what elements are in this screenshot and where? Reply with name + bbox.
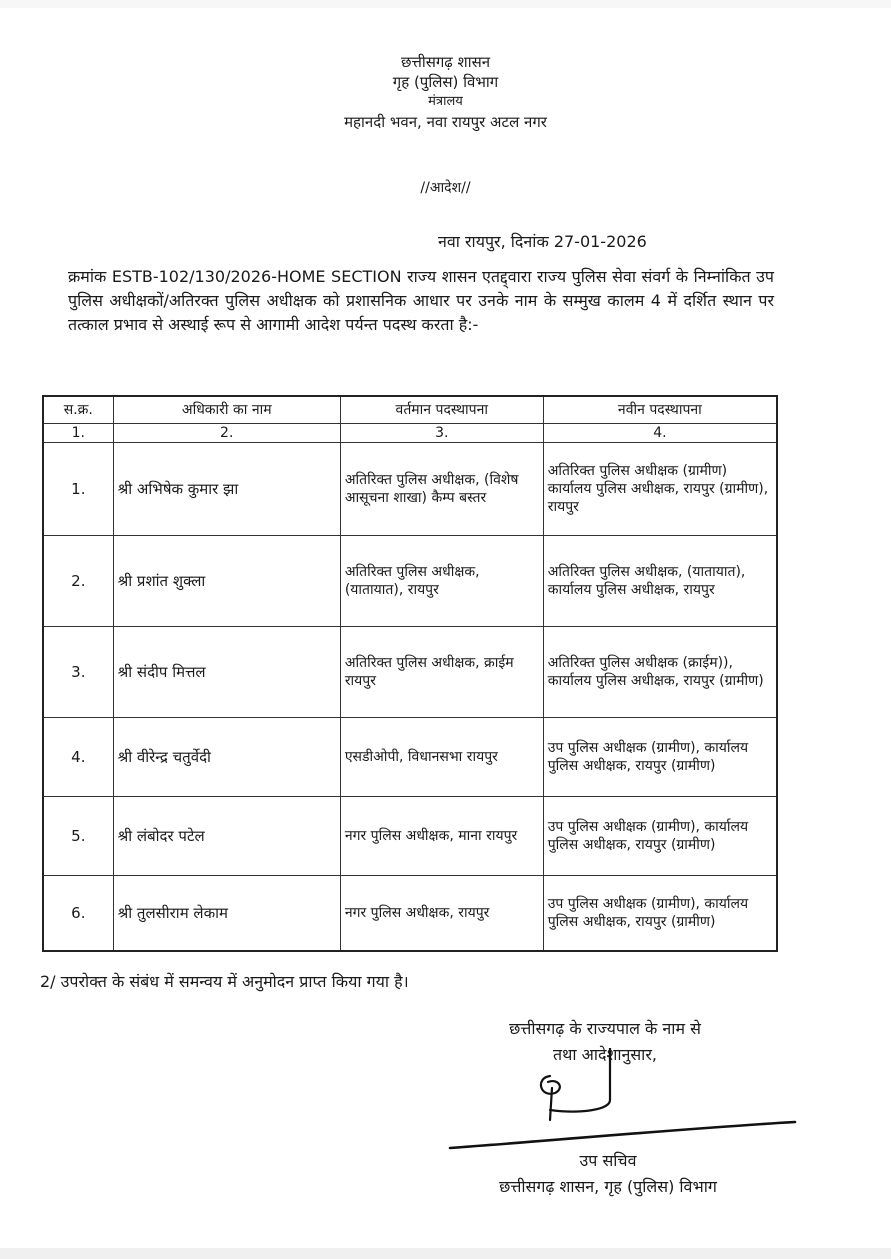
table-row bbox=[43, 797, 777, 876]
header-serial: स.क्र. bbox=[43, 396, 113, 424]
officer-name: श्री संदीप मित्तल bbox=[113, 627, 340, 718]
order-intro-paragraph: क्रमांक ESTB-102/130/2026-HOME SECTION राज्य शासन एतद्द्वारा राज्य पुलिस सेवा संवर्ग के निम्नांकित उप पुलिस अधीक्षकों/अतिरक्त पुलिस अधीक्षक को प्रशासनिक आधार पर उनके नाम के सम्मुख कालम 4 में दर्शित स्थान पर तत्काल प्रभाव से अस्थाई रूप से आगामी आदेश पर्यन्त पदस्थ करता है:- bbox=[68, 267, 774, 334]
signatory-department: छत्तीसगढ़ शासन, गृह (पुलिस) विभाग bbox=[499, 1177, 717, 1196]
current-posting: नगर पुलिस अधीक्षक, रायपुर bbox=[340, 876, 543, 952]
governor-name-line: छत्तीसगढ़ के राज्यपाल के नाम से bbox=[509, 1019, 701, 1038]
new-posting: उप पुलिस अधीक्षक (ग्रामीण), कार्यालय पुलिस अधीक्षक, रायपुर (ग्रामीण) bbox=[543, 876, 777, 952]
new-posting: अतिरिक्त पुलिस अधीक्षक (क्राईम)), कार्यालय पुलिस अधीक्षक, रायपुर (ग्रामीण) bbox=[543, 627, 777, 718]
serial-number: 3. bbox=[43, 627, 113, 718]
column-number: 3. bbox=[340, 424, 543, 443]
column-number-row bbox=[43, 424, 777, 443]
officer-name: श्री अभिषेक कुमार झा bbox=[113, 443, 340, 536]
new-posting: अतिरिक्त पुलिस अधीक्षक, (यातायात), कार्यालय पुलिस अधीक्षक, रायपुर bbox=[543, 536, 777, 627]
signature-icon bbox=[440, 1048, 810, 1158]
order-title: //आदेश// bbox=[420, 180, 471, 196]
address: महानदी भवन, नवा रायपुर अटल नगर bbox=[344, 113, 547, 131]
place-date: नवा रायपुर, दिनांक 27-01-2026 bbox=[438, 232, 647, 251]
officer-name: श्री लंबोदर पटेल bbox=[113, 797, 340, 876]
current-posting: एसडीओपी, विधानसभा रायपुर bbox=[340, 718, 543, 797]
table-row bbox=[43, 536, 777, 627]
officer-name: श्री तुलसीराम लेकाम bbox=[113, 876, 340, 952]
serial-number: 5. bbox=[43, 797, 113, 876]
serial-number: 1. bbox=[43, 443, 113, 536]
serial-number: 2. bbox=[43, 536, 113, 627]
ministry-label: मंत्रालय bbox=[428, 94, 463, 109]
table-header-row bbox=[43, 396, 777, 424]
transfer-table bbox=[42, 395, 778, 952]
current-posting: अतिरिक्त पुलिस अधीक्षक, (यातायात), रायपुर bbox=[340, 536, 543, 627]
header-new-posting: नवीन पदस्थापना bbox=[543, 396, 777, 424]
table-row bbox=[43, 443, 777, 536]
signatory bbox=[438, 1148, 778, 1200]
order-document bbox=[0, 8, 891, 1248]
approval-paragraph: 2/ उपरोक्त के संबंध में समन्वय में अनुमोदन प्राप्त किया गया है। bbox=[40, 972, 409, 991]
column-number: 2. bbox=[113, 424, 340, 443]
table-row bbox=[43, 876, 777, 952]
officer-name: श्री प्रशांत शुक्ला bbox=[113, 536, 340, 627]
letterhead bbox=[0, 52, 891, 132]
column-number: 1. bbox=[43, 424, 113, 443]
header-officer-name: अधिकारी का नाम bbox=[113, 396, 340, 424]
signatory-designation: उप सचिव bbox=[579, 1151, 637, 1170]
new-posting: उप पुलिस अधीक्षक (ग्रामीण), कार्यालय पुलिस अधीक्षक, रायपुर (ग्रामीण) bbox=[543, 797, 777, 876]
officer-name: श्री वीरेन्द्र चतुर्वेदी bbox=[113, 718, 340, 797]
by-order-line: तथा आदेशानुसार, bbox=[553, 1045, 657, 1064]
serial-number: 4. bbox=[43, 718, 113, 797]
govt-name: छत्तीसगढ़ शासन bbox=[400, 53, 491, 71]
table-row bbox=[43, 718, 777, 797]
table-row bbox=[43, 627, 777, 718]
department-name: गृह (पुलिस) विभाग bbox=[392, 73, 499, 91]
new-posting: अतिरिक्त पुलिस अधीक्षक (ग्रामीण) कार्यालय पुलिस अधीक्षक, रायपुर (ग्रामीण), रायपुर bbox=[543, 443, 777, 536]
current-posting: अतिरिक्त पुलिस अधीक्षक, (विशेष आसूचना शाखा) कैम्प बस्तर bbox=[340, 443, 543, 536]
page-bottom-edge bbox=[0, 1248, 891, 1259]
header-current-posting: वर्तमान पदस्थापना bbox=[340, 396, 543, 424]
current-posting: नगर पुलिस अधीक्षक, माना रायपुर bbox=[340, 797, 543, 876]
new-posting: उप पुलिस अधीक्षक (ग्रामीण), कार्यालय पुलिस अधीक्षक, रायपुर (ग्रामीण) bbox=[543, 718, 777, 797]
serial-number: 6. bbox=[43, 876, 113, 952]
current-posting: अतिरिक्त पुलिस अधीक्षक, क्राईम रायपुर bbox=[340, 627, 543, 718]
column-number: 4. bbox=[543, 424, 777, 443]
